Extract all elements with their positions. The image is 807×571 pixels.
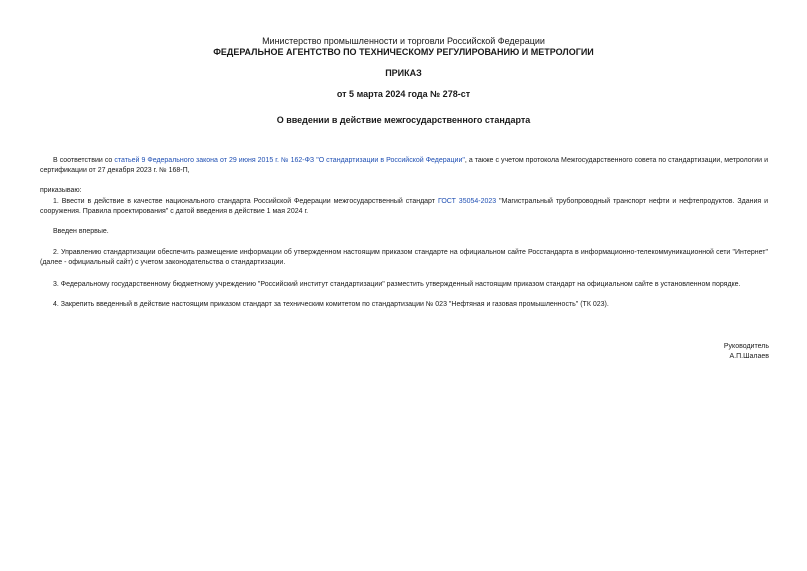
signature-name: А.П.Шалаев (729, 353, 769, 360)
ministry-name: Министерство промышленности и торговли Российской Федерации (262, 36, 545, 46)
paragraph-item-1 (40, 197, 768, 217)
federal-law-link[interactable]: статьей 9 Федерального закона от 29 июня 2015 г. № 162-ФЗ "О стандартизации в Российской Федерации" (114, 157, 465, 164)
document-date-number: от 5 марта 2024 года № 278-ст (336, 89, 471, 99)
paragraph-item-2: 2. Управлению стандартизации обеспечить размещение информации об утвержденном настоящим приказом стандарте на официальном сайте Росстандарта в информационно-телекоммуникационной сети "Интернет" (далее - официальный сайт) с учетом законодательства о стандартизации. (40, 249, 768, 266)
document-type: ПРИКАЗ (385, 68, 422, 78)
preamble-text-end: , а также с учетом протокола Межгосударственного совета по стандартизации, метрологии и сертификации от 27 декабря 2023 г. № 168-П, (40, 157, 768, 174)
item-1-text-end: "Магистральный трубопроводный транспорт нефти и нефтепродуктов. Здания и сооружения. Правила проектирования" с датой введения в действие 1 мая 2024 г. (40, 198, 769, 215)
signature-role: Руководитель (723, 343, 769, 350)
paragraph-introduced-first: Введен впервые. (53, 228, 109, 235)
document-title: О введении в действие межгосударственного стандарта (276, 115, 531, 125)
paragraph-preamble (40, 156, 768, 176)
paragraph-item-3: 3. Федеральному государственному бюджетному учреждению "Российский институт стандартизации" разместить утвержденный настоящим приказом стандарт на официальном сайте в установленном порядке. (53, 281, 741, 288)
preamble-text-start: В соответствии со (53, 157, 115, 164)
gost-link[interactable]: ГОСТ 35054-2023 (437, 198, 497, 205)
paragraph-orders: приказываю: (40, 187, 82, 194)
paragraph-item-4: 4. Закрепить введенный в действие настоящим приказом стандарт за техническим комитетом по стандартизации № 023 "Нефтяная и газовая промышленность" (ТК 023). (53, 301, 609, 308)
agency-name: ФЕДЕРАЛЬНОЕ АГЕНТСТВО ПО ТЕХНИЧЕСКОМУ РЕГУЛИРОВАНИЮ И МЕТРОЛОГИИ (213, 47, 594, 57)
item-1-text-start: 1. Ввести в действие в качестве национального стандарта Российской Федерации межгосударственный стандарт (53, 198, 438, 205)
